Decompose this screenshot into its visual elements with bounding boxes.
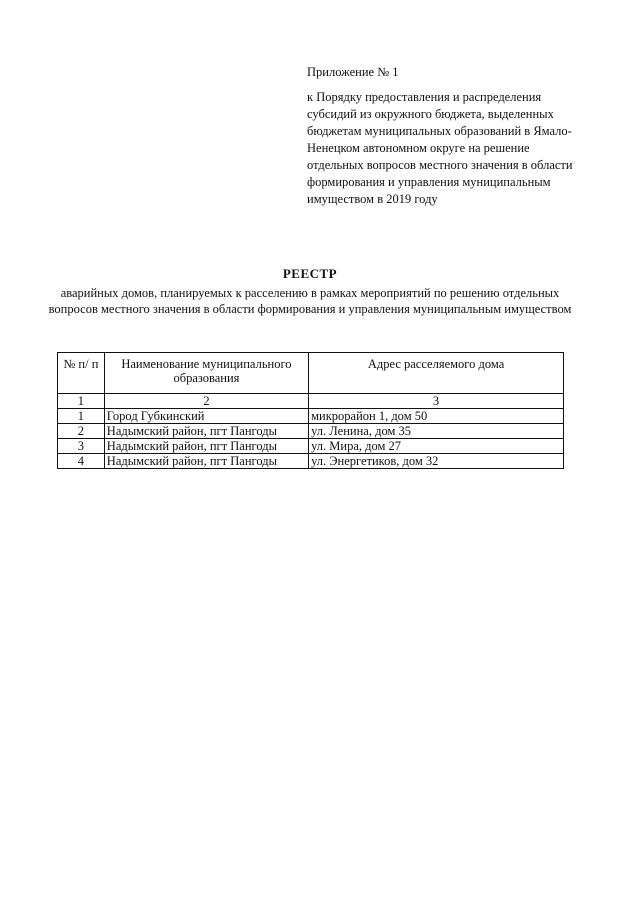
row-number: 1 (58, 409, 105, 424)
row-municipality: Надымский район, пгт Пангоды (104, 454, 308, 469)
registry-heading: РЕЕСТР (282, 266, 338, 281)
column-number-1: 1 (58, 394, 105, 409)
registry-subtitle: аварийных домов, планируемых к расселению в рамках мероприятий по решению отдельных вопросов местного значения в области формирования и управления муниципальным имуществом (48, 286, 572, 316)
appendix-text: к Порядку предоставления и распределения субсидий из окружного бюджета, выделенных бюджетам муниципальных образований в Ямало-Ненецком автономном округе на решение отдельных вопросов местного значения в области формирования и управления муниципальным имуществом в 2019 году (307, 90, 573, 206)
row-number: 3 (58, 439, 105, 454)
column-number-3: 3 (309, 394, 564, 409)
header-address: Адрес расселяемого дома (309, 353, 564, 394)
table-row (58, 454, 564, 469)
appendix-block (307, 64, 577, 208)
row-address: микрорайон 1, дом 50 (309, 409, 564, 424)
header-number: № п/ п (58, 353, 105, 394)
row-address: ул. Мира, дом 27 (309, 439, 564, 454)
table-row (58, 424, 564, 439)
registry-table (57, 352, 564, 469)
column-number-2: 2 (104, 394, 308, 409)
header-municipality: Наименование муниципального образования (104, 353, 308, 394)
row-municipality: Надымский район, пгт Пангоды (104, 439, 308, 454)
appendix-title: Приложение № 1 (307, 65, 399, 79)
column-number-row (58, 394, 564, 409)
row-number: 4 (58, 454, 105, 469)
table-row (58, 439, 564, 454)
row-address: ул. Энергетиков, дом 32 (309, 454, 564, 469)
table-header-row (58, 353, 564, 394)
row-address: ул. Ленина, дом 35 (309, 424, 564, 439)
row-municipality: Надымский район, пгт Пангоды (104, 424, 308, 439)
row-municipality: Город Губкинский (104, 409, 308, 424)
row-number: 2 (58, 424, 105, 439)
table-row (58, 409, 564, 424)
